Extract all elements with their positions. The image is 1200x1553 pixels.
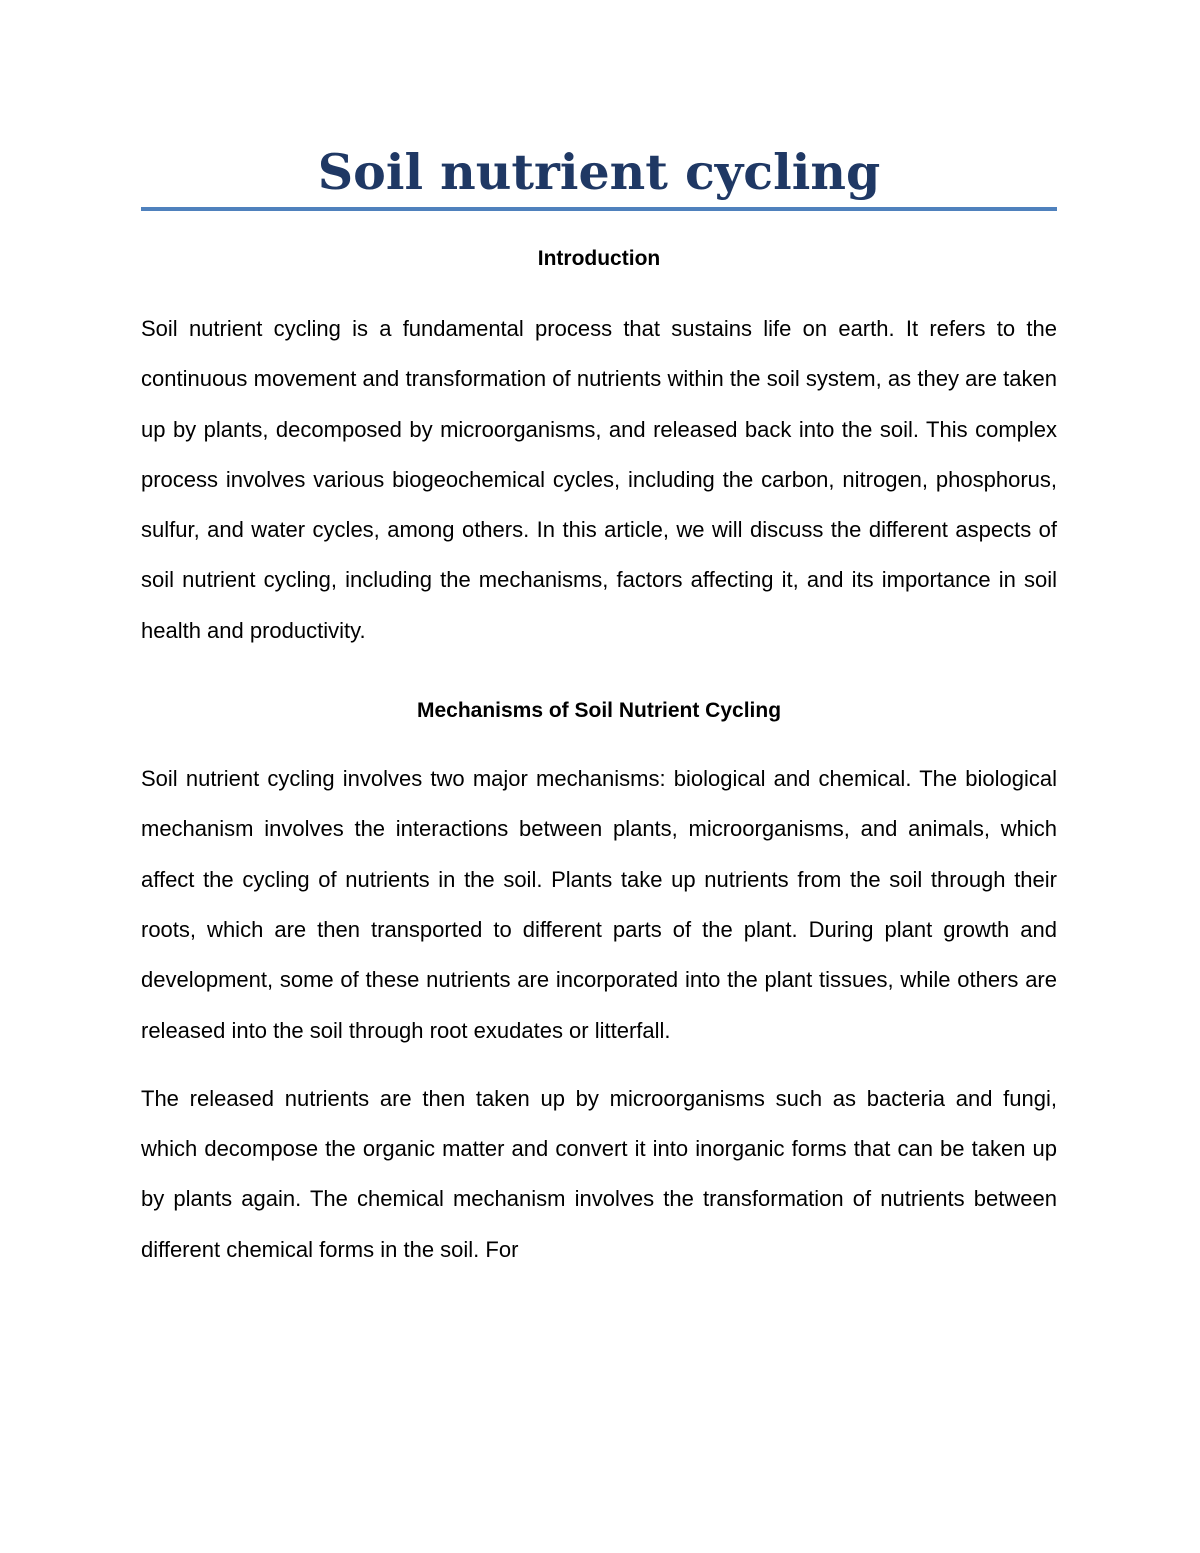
heading-mechanisms: Mechanisms of Soil Nutrient Cycling [416,699,782,723]
title-underline [141,207,1057,211]
heading-introduction: Introduction [537,247,661,270]
paragraph-introduction: Soil nutrient cycling is a fundamental process that sustains life on earth. It refers to the continuous movement and transformation of nutrients within the soil system, as they are taken up by plants, decomposed by microorganisms, and released back into the soil. This complex process involves various biogeochemical cycles, including the carbon, nitrogen, phosphorus, sulfur, and water cycles, among others. In this article, we will discuss the different aspects of soil nutrient cycling, including the mechanisms, factors affecting it, and its importance in soil health and productivity. [141,316,1057,643]
paragraph-mechanisms-1: Soil nutrient cycling involves two major mechanisms: biological and chemical. The biological mechanism involves the interactions between plants, microorganisms, and animals, which affect the cycling of nutrients in the soil. Plants take up nutrients from the soil through their roots, which are then transported to different parts of the plant. During plant growth and development, some of these nutrients are incorporated into the plant tissues, while others are released into the soil through root exudates or litterfall. [141,766,1057,1043]
paragraph-mechanisms-2: The released nutrients are then taken up by microorganisms such as bacteria and fungi, which decompose the organic matter and convert it into inorganic forms that can be taken up by plants again. The chemical mechanism involves the transformation of nutrients between different chemical forms in the soil. For [141,1085,1057,1262]
document-page [141,140,1057,1275]
document-title: Soil nutrient cycling [317,143,881,201]
